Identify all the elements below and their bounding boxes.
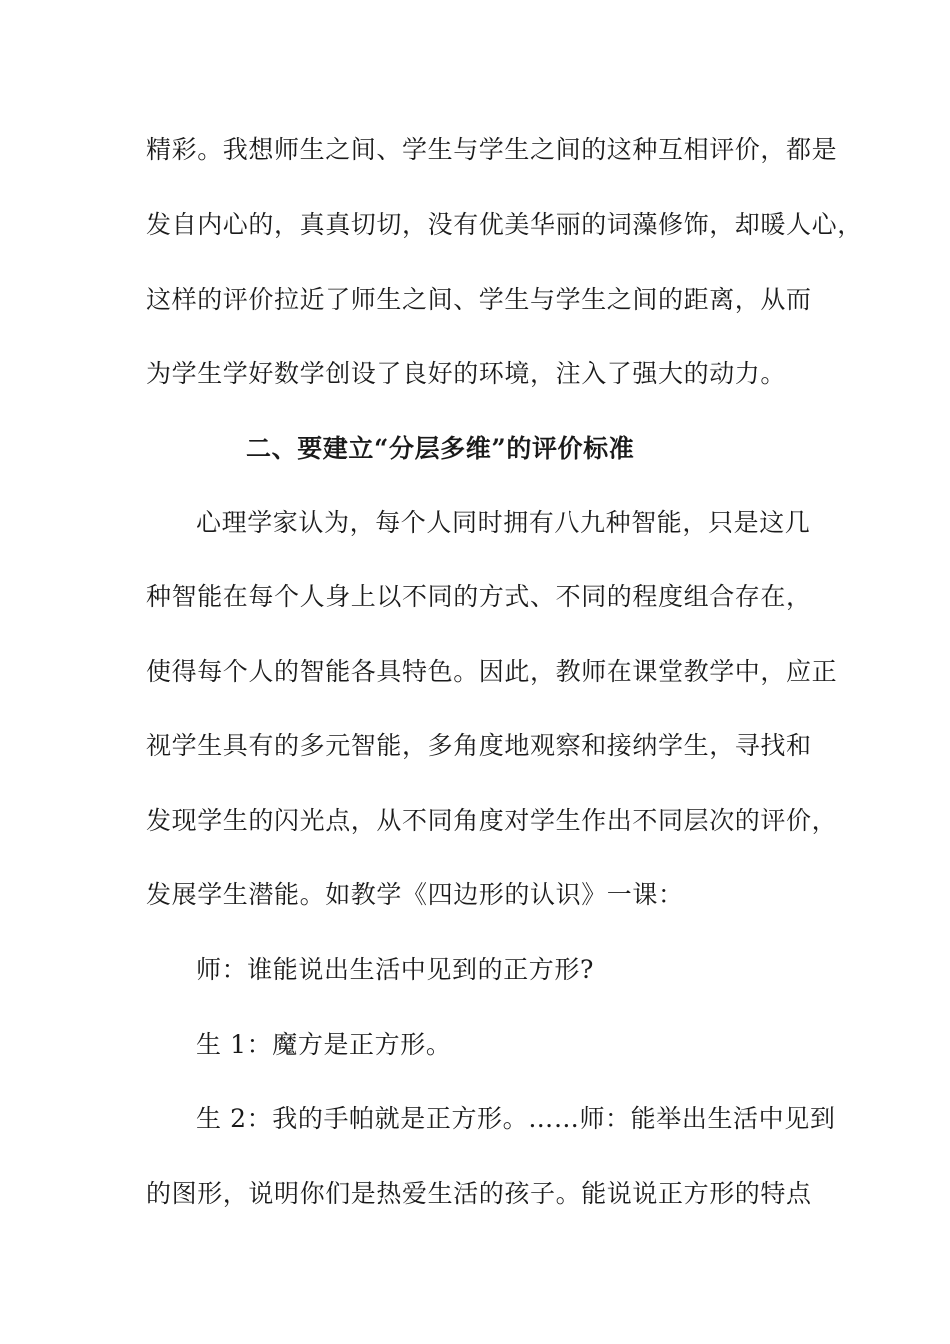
- section-heading: 二、要建立“分层多维”的评价标准: [246, 434, 635, 463]
- paragraph-line: 这样的评价拉近了师生之间、学生与学生之间的距离，从而: [146, 285, 812, 314]
- dialogue-line: 生 2：我的手帕就是正方形。……师：能举出生活中见到: [196, 1104, 836, 1133]
- paragraph-line: 发自内心的，真真切切，没有优美华丽的词藻修饰，却暖人心，: [146, 210, 863, 239]
- paragraph-line: 发展学生潜能。如教学《四边形的认识》一课：: [146, 880, 684, 909]
- dialogue-line: 师：谁能说出生活中见到的正方形?: [196, 955, 595, 984]
- paragraph-line: 为学生学好数学创设了良好的环境，注入了强大的动力。: [146, 359, 787, 388]
- paragraph-line: 视学生具有的多元智能，多角度地观察和接纳学生，寻找和: [146, 731, 812, 760]
- paragraph-line: 心理学家认为，每个人同时拥有八九种智能，只是这几: [196, 508, 811, 537]
- dialogue-line: 生 1：魔方是正方形。: [196, 1030, 452, 1059]
- paragraph-line: 发现学生的闪光点，从不同角度对学生作出不同层次的评价，: [146, 806, 838, 835]
- paragraph-line: 使得每个人的智能各具特色。因此，教师在课堂教学中，应正: [146, 657, 838, 686]
- paragraph-line: 精彩。我想师生之间、学生与学生之间的这种互相评价，都是: [146, 135, 838, 164]
- paragraph-line: 种智能在每个人身上以不同的方式、不同的程度组合存在，: [146, 582, 812, 611]
- paragraph-line: 的图形，说明你们是热爱生活的孩子。能说说正方形的特点: [146, 1179, 812, 1208]
